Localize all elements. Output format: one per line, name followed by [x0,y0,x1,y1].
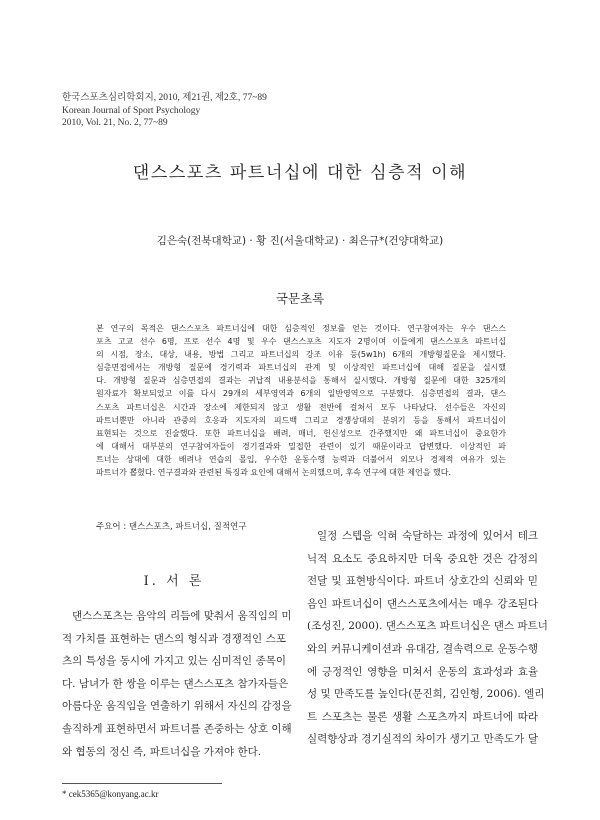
body-text-line: (조성진, 2000). 댄스스포츠 파트너십은 댄스 파트너 [307,620,548,633]
body-text-line: 실력향상과 경기실적의 차이가 생기고 만족도가 달 [307,733,538,746]
body-text-line: 댄스스포츠는 음악의 리듬에 맞춰서 움직임의 미 [72,610,292,622]
body-text-line: 에 긍정적인 영향을 미쳐서 운동의 효과성과 효율 [307,665,538,678]
abstract-line: 표현되는 것으로 진술했다. 또한 파트너십을 배려, 매너, 헌신성으로 간주했지만 왜 파트너십이 중요한가 [96,428,506,438]
body-text-line: 다. 남녀가 한 쌍을 이루는 댄스스포츠 참가자들은 [62,677,289,690]
journal-line-volume: 2010, Vol. 21, No. 2, 77~89 [62,118,168,128]
right-column [307,525,548,751]
abstract-line: 의 시점, 장소, 대상, 내용, 방법 그리고 파트너십의 강조 이유 등(5w1h) 6개의 개방형질문을 제시했다. [96,350,506,360]
abstract-line: 트너는 상대에 대한 배려나 연습의 몰입, 우수한 운동수행 능력과 더불어서 외모나 경제적 여유가 있는 [96,454,506,464]
body-text-line: 성 및 만족도를 높인다(문진희, 김인형, 2006). 엘리 [307,688,545,701]
abstract-line: 스포츠 파트너십은 시간과 장소에 제한되지 않고 생활 전반에 걸쳐서 모두 나타났다. 선수들은 자신의 [96,402,506,412]
abstract-line: 파트너가 뽑혔다. 연구결과와 관련된 특징과 요인에 대해서 논의했으며, 후속 연구에 대한 제언을 했다. [96,468,451,478]
body-text-line: 아름다운 움직임을 연출하기 위해서 자신의 감정을 [62,700,292,713]
body-text-line: 츠의 특성을 동시에 가지고 있는 심미적인 종목이 [62,655,286,668]
abstract-line: 파트너뿐만 아니라 관중의 호응과 지도자의 피드백 그리고 경쟁상대의 분위기 등을 통해서 파트너십이 [96,415,506,425]
section-heading: Ⅰ. 서 론 [143,574,205,589]
journal-header [62,92,267,130]
left-column [62,568,292,763]
author-list: 김은숙(전북대학교) · 황 진(서울대학교) · 최은규*(건양대학교) [156,235,444,247]
body-text-line: 닉적 요소도 중요하지만 더욱 중요한 것은 감정의 [307,552,538,565]
body-text-line: 솔직하게 표현하면서 파트너를 존중하는 상호 이해 [62,722,292,735]
abstract-body [96,322,506,479]
article-title: 댄스스포츠 파트너십에 대한 심층적 이해 [132,163,468,183]
journal-line-english: Korean Journal of Sport Psychology [62,105,201,116]
abstract-line: 포츠 고교 선수 6명, 프로 선수 4명 및 우수 댄스스포츠 지도자 2명이며 이들에게 댄스스포츠 파트너십 [96,337,506,347]
journal-line-korean: 한국스포츠심리학회지, 2010, 제21권, 제2호, 77~89 [62,93,267,103]
abstract-line: 원자료가 확보되었고 이를 다시 29개의 세부영역과 6개의 일반영역으로 구분했다. 심층면접의 결과, 댄스 [96,389,506,399]
body-text-line: 일정 스텝을 익혀 숙달하는 과정에 있어서 테크 [317,530,538,542]
body-text-line: 적 가치를 표현하는 댄스의 형식과 경쟁적인 스포 [62,632,286,645]
abstract-heading: 국문초록 [275,291,325,306]
footnote-divider [62,783,222,784]
abstract-line: 다. 개방형 질문과 심층면접의 결과는 귀납적 내용분석을 통해서 실시했다. 개방형 질문에 대한 325개의 [96,376,506,386]
footnote-email: * cek5365@konyang.ac.kr [62,789,159,799]
body-text-line: 트 스포츠는 물론 생활 스포츠까지 파트너에 따라 [307,710,538,723]
body-text-line: 와 협동의 정신 즉, 파트너십을 가져야 한다. [62,745,262,758]
keywords: 주요어 : 댄스스포츠, 파트너십, 질적연구 [96,522,247,532]
abstract-line: 본 연구의 목적은 댄스스포츠 파트너십에 대한 심층적인 정보를 얻는 것이다. 연구참여자는 우수 댄스스 [96,324,506,333]
abstract-line: 심층면접에서는 개방형 질문에 경기력과 파트너십의 관계 및 이상적인 파트너십에 대해 질문을 실시했 [96,363,506,373]
abstract-line: 에 대해서 대부분의 연구참여자들이 경기결과와 밀접한 관련이 있기 때문이라고 답변했다. 이상적인 파 [96,441,506,451]
body-text-line: 전달 및 표현방식이다. 파트너 상호간의 신뢰와 믿 [307,575,538,588]
body-text-line: 와의 커뮤니케이션과 유대감, 결속력으로 운동수행 [307,642,538,655]
body-text-line: 음인 파트너십이 댄스스포츠에서는 매우 강조된다 [307,597,538,610]
